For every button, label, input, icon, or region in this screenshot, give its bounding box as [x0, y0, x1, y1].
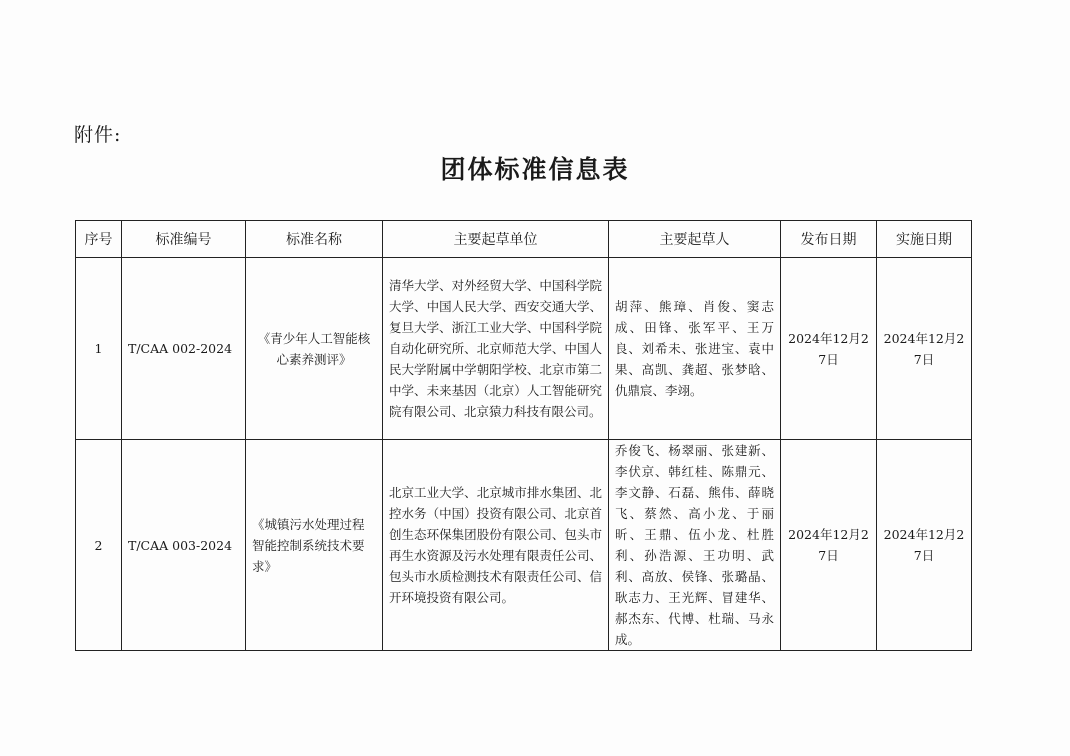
row-units: 北京工业大学、北京城市排水集团、北控水务（中国）投资有限公司、北京首创生态环保集团股份有限公司、包头市再生水资源及污水处理有限责任公司、包头市水质检测技术有限责任公司、信开环境投资有限公司。	[383, 440, 609, 651]
standard-info-table	[75, 220, 972, 651]
header-publish-date: 发布日期	[781, 221, 877, 258]
row-name: 《青少年人工智能核心素养测评》	[246, 258, 383, 440]
row-drafters: 乔俊飞、杨翠丽、张建新、李伏京、韩红桂、陈鼎元、李文静、石磊、熊伟、薛晓飞、蔡然、高小龙、于丽昕、王鼎、伍小龙、杜胜利、孙浩源、王功明、武利、高放、侯锋、张璐晶、耿志力、王光辉、冒建华、郝杰东、代博、杜瑞、马永成。	[609, 440, 781, 651]
row-units: 清华大学、对外经贸大学、中国科学院大学、中国人民大学、西安交通大学、复旦大学、浙江工业大学、中国科学院自动化研究所、北京师范大学、中国人民大学附属中学朝阳学校、北京市第二中学、未来基因（北京）人工智能研究院有限公司、北京猿力科技有限公司。	[383, 258, 609, 440]
header-units: 主要起草单位	[383, 221, 609, 258]
table-row	[76, 258, 972, 440]
table-header-row	[76, 221, 972, 258]
header-name: 标准名称	[246, 221, 383, 258]
header-drafters: 主要起草人	[609, 221, 781, 258]
row-implement-date: 2024年12月27日	[877, 440, 972, 651]
row-code: T/CAA 003-2024	[122, 440, 246, 651]
row-name: 《城镇污水处理过程智能控制系统技术要求》	[246, 440, 383, 651]
header-code: 标准编号	[122, 221, 246, 258]
attachment-label: 附件:	[74, 124, 122, 146]
table-row	[76, 440, 972, 651]
document-title: 团体标准信息表	[440, 155, 630, 184]
header-implement-date: 实施日期	[877, 221, 972, 258]
row-index: 1	[76, 258, 122, 440]
row-publish-date: 2024年12月27日	[781, 258, 877, 440]
row-drafters: 胡萍、熊璋、肖俊、窦志成、田锋、张军平、王万良、刘希未、张进宝、袁中果、高凯、龚超、张梦晗、仇鼎宸、李翊。	[609, 258, 781, 440]
header-index: 序号	[76, 221, 122, 258]
row-index: 2	[76, 440, 122, 651]
row-code: T/CAA 002-2024	[122, 258, 246, 440]
row-publish-date: 2024年12月27日	[781, 440, 877, 651]
row-implement-date: 2024年12月27日	[877, 258, 972, 440]
